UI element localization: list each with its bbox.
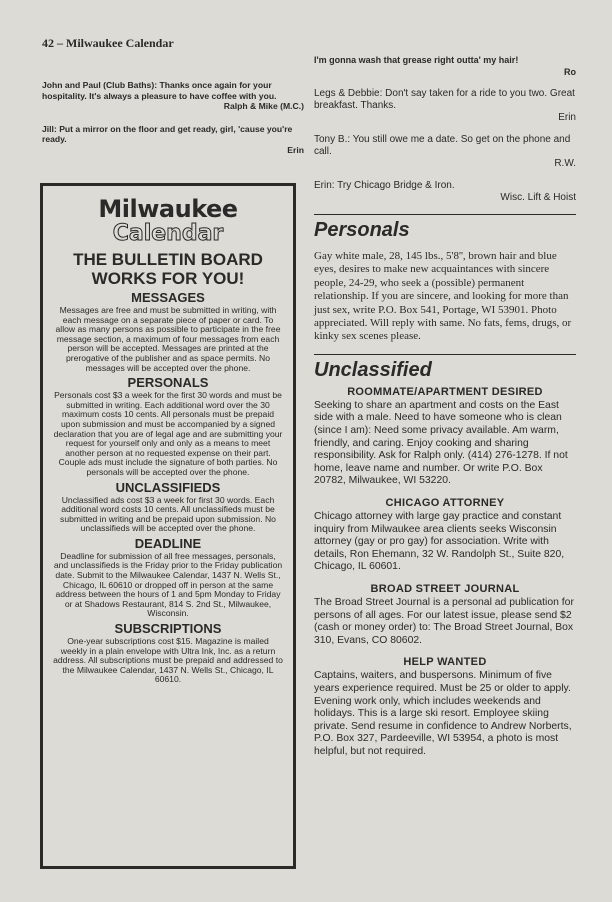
message-signature: Wisc. Lift & Hoist — [500, 192, 576, 203]
message-signature: Ralph & Mike (M.C.) — [223, 101, 304, 111]
page-header: 42 – Milwaukee Calendar — [42, 36, 174, 50]
left-messages — [42, 80, 304, 167]
message-text: Legs & Debbie: Don't say taken for a ride to you two. Great breakfast. Thanks. — [314, 88, 575, 111]
message-text: Jill: Put a mirror on the floor and get ready, girl, 'cause you're ready. — [42, 123, 293, 144]
message-item — [42, 80, 304, 112]
ad-body: The Broad Street Journal is a personal ad publication for persons of all ages. For our latest issue, please send $2 (cash or money order) to: The Broad Street Journal, Box 310, Evans, CO 80602. — [314, 596, 574, 646]
message-item — [42, 124, 304, 156]
section-heading-deadline: DEADLINE — [134, 535, 202, 551]
ad-body: Seeking to share an apartment and costs on the East side with a male. Need to have someone who is clean (since I am): Need some privacy available. Am warm, friendly, and caring. Enjoy cooking and sharing responsibility. Ask for Ralph only. (414) 276-1278. If not home, leave name and number. Or write P.O. Box 20782, Milwaukee, WI 53220. — [314, 399, 568, 487]
personal-ad-text: Gay white male, 28, 145 lbs., 5'8'', brown hair and blue eyes, desires to make new acquaintances with sincere people, 24-29, who seek a (possible) permanent relationship. If you are sincere, and looking for more than just sex, write P.O. Box 541, Portage, WI 53901. Photo appreciated. Will reply with same. No fats, fems, drugs, or kinky sex scenes please. — [314, 250, 572, 343]
ad-body: Captains, waiters, and buspersons. Minimum of five years experience required. Must be 25 or older to apply. Evening work only, which includes weekends and holidays. This is a large ski resort. Employee skiing private. Send resume in confidence to Andrew Norberts, P.O. Box 327, Pardeeville, WI 53954, a photo is most helpful, but not required. — [314, 670, 572, 757]
right-column — [314, 54, 576, 759]
unclassified-ad — [314, 656, 576, 758]
section-heading-subscriptions: SUBSCRIPTIONS — [114, 621, 222, 637]
message-text: I'm gonna wash that grease right outta' my hair! — [314, 55, 519, 65]
message-item — [314, 180, 576, 204]
logo-milwaukee: Milwaukee — [98, 195, 238, 223]
unclassified-ad — [314, 583, 576, 647]
message-signature: Erin — [558, 112, 576, 123]
section-heading-unclassifieds: UNCLASSIFIEDS — [115, 479, 221, 495]
section-body-messages: Messages are free and must be submitted in writing, with each message on a separate piece of paper or card. To allow as many persons as possible to participate in the free message section, a maximum of four messages from each person will be accepted. Messages are printed at the prerogative of the publisher and as space permits. No messages will be accepted over the phone. — [55, 305, 281, 373]
message-signature: Ro — [564, 67, 576, 77]
ad-body: Chicago attorney with large gay practice and constant inquiry from Milwaukee area clients seeks Wisconsin attorney (gay or pro gay) for association. Write with details, Ron Ehemann, 32 W. Randolph St., Suite 820, Chicago, IL 60601. — [314, 511, 565, 573]
personals-heading: Personals — [314, 219, 410, 241]
unclassified-ad — [314, 497, 576, 574]
logo-calendar: Calendar — [112, 221, 224, 246]
ad-title: BROAD STREET JOURNAL — [370, 582, 520, 595]
section-body-personals: Personals cost $3 a week for the first 30 words and must be submitted in writing. Each additional word over the 30 maximum costs 10 cents. All personals must be prepaid upon submission and must be accompanied by a signed declaration that you are of legal age and are submitting your request for yourself only and only as a means to meet another person at no requested expense on their part. Couple ads must include the signature of both parties. No personals will be accepted over the phone. — [53, 390, 283, 477]
message-signature: Erin — [287, 144, 304, 155]
bulletin-board-box — [40, 183, 296, 869]
unclassified-heading: Unclassified — [314, 358, 432, 381]
message-item — [314, 54, 576, 78]
section-body-unclassifieds: Unclassified ads cost $3 a week for first 30 words. Each additional word costs 10 cents. All unclassifieds must be submitted in writing and be prepaid upon submission. No unclassifieds will be accepted over the phone. — [60, 494, 276, 534]
message-item — [314, 88, 576, 124]
bulletin-title: THE BULLETIN BOARD WORKS FOR YOU! — [73, 250, 263, 288]
message-text: John and Paul (Club Baths): Thanks once again for your hospitality. It's always a pleasure to have coffee with you. — [42, 80, 277, 101]
section-body-deadline: Deadline for submission of all free messages, personals, and unclassifieds is the Friday prior to the Friday publication date. Submit to the Milwaukee Calendar, 1437 N. Wells St., Chicago, IL 60610 or dropped off in person at the same address between the hours of 1 and 5pm Monday to Friday or at Shadows Restaurant, 814 S. 2nd St., Milwaukee, Wisconsin. — [53, 550, 283, 619]
ad-title: HELP WANTED — [403, 656, 487, 669]
message-item — [314, 134, 576, 170]
ad-title: CHICAGO ATTORNEY — [385, 497, 505, 509]
section-heading-messages: MESSAGES — [131, 290, 205, 305]
section-body-subscriptions: One-year subscriptions cost $15. Magazine is mailed weekly in a plain envelope with Ultra Ink, Inc. as a return address. All subscriptions must be prepaid and addressed to the Milwaukee Calendar, 1437 N. Wells St., Chicago, IL 60610. — [53, 636, 283, 685]
message-text: Erin: Try Chicago Bridge & Iron. — [314, 180, 455, 191]
unclassified-ad — [314, 386, 576, 488]
message-text: Tony B.: You still owe me a date. So get on the phone and call. — [314, 134, 571, 157]
ad-title: ROOMMATE/APARTMENT DESIRED — [347, 385, 543, 398]
message-signature: R.W. — [554, 158, 576, 169]
section-heading-personals: PERSONALS — [127, 375, 209, 391]
